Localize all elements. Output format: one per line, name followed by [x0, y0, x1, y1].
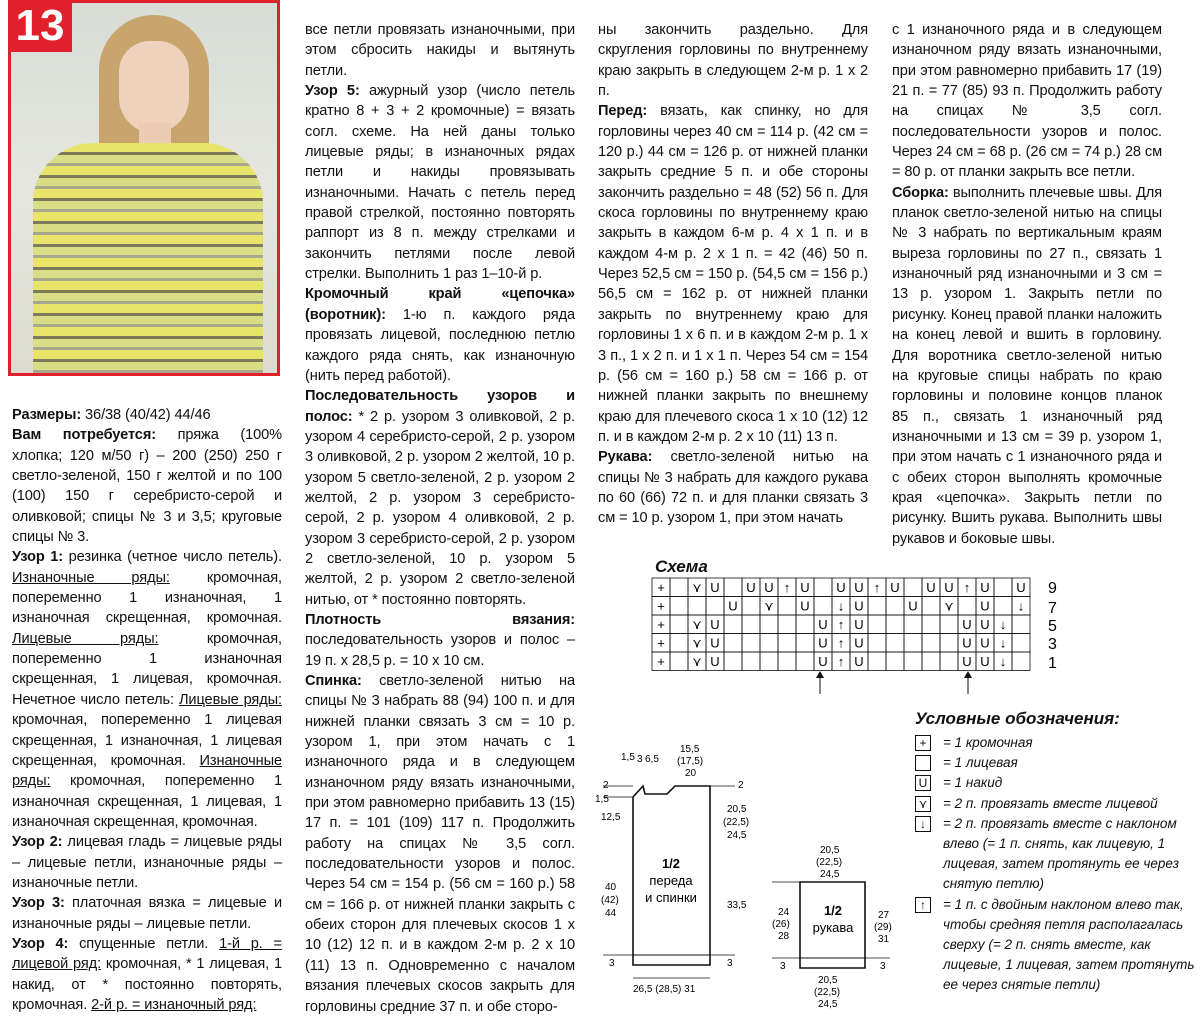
- photo-sweater: [33, 143, 263, 376]
- legend-text: = 1 кромочная: [943, 735, 1033, 750]
- schema-title: Схема: [655, 557, 708, 576]
- sleeve-label: рукава: [812, 920, 854, 935]
- dim-text: (29): [874, 922, 892, 933]
- legend: [915, 733, 1195, 996]
- chart-symbol: U: [1016, 580, 1026, 595]
- pattern2-text: лицевая гладь = лицевые ряды – лицевые петли, изнаночные ряды – изнаночные петли.: [12, 834, 282, 891]
- chart-symbol: U: [854, 654, 864, 669]
- chart-symbol: U: [854, 635, 864, 651]
- legend-item: [915, 753, 1195, 773]
- dim-text: 27: [878, 910, 890, 921]
- chart-symbol: ↑: [873, 580, 881, 595]
- model-photo: [8, 0, 280, 376]
- pattern1-odd-knit-text: кромочная, попеременно 1 лицевая скрещенная, 1 изнаночная, 1 лицевая скрещенная, кромочная.: [12, 712, 282, 769]
- density-label: Плотность вязания:: [305, 611, 575, 628]
- materials-text: пряжа (100% хлопка; 120 м/50 г) – 200 (250) 250 г светло-зеленой, 150 г желтой и по 100 (100) 150 г серебристо-серой и оливковой; спицы № 3 и 3,5; круговые спицы № 3.: [12, 427, 283, 546]
- chart-cell: [868, 652, 886, 671]
- chart-cell: [868, 615, 886, 634]
- sleeves-label: Рукава:: [598, 449, 653, 466]
- pattern4-continued: все петли провязать изнаночными, при этом сбросить накиды и вытянуть петли.: [305, 22, 575, 79]
- chart-symbol: ↑: [783, 580, 791, 595]
- body-label: 1/2: [661, 856, 681, 871]
- chart-symbol: +: [657, 598, 665, 614]
- chart-symbol: U: [746, 580, 756, 595]
- pattern1-odd-purl-text: кромочная, попеременно 1 изнаночная скрещенная, 1 лицевая, 1 изнаночная скрещенная, кромочная.: [12, 773, 282, 830]
- pattern4-text: спущенные петли.: [68, 935, 209, 952]
- yarn-over-icon: U: [915, 775, 931, 791]
- dim-text: 2: [738, 780, 744, 791]
- dim-text: 15,5: [680, 744, 700, 755]
- pattern1-purl-label: Изнаночные ряды:: [12, 569, 170, 586]
- text-column-1: [12, 405, 282, 1015]
- dim-text: 20,5: [727, 804, 747, 815]
- chart-cell: [724, 634, 742, 653]
- dim-text: 20,5: [820, 845, 840, 856]
- chart-cell: [670, 578, 688, 597]
- chart-symbol: ↑: [963, 580, 971, 595]
- chart-symbol: U: [836, 580, 846, 595]
- chart-symbol: U: [710, 654, 720, 669]
- chart-cell: [886, 597, 904, 616]
- edge-text: 1-ю п. каждого ряда провязать лицевой, последнюю петлю каждого ряда снять, как изнаночную (нить перед работой).: [305, 306, 575, 384]
- dim-text: 3: [727, 958, 733, 969]
- chart-symbol: ↑: [837, 617, 845, 632]
- chart-symbol: ↓: [1017, 598, 1025, 614]
- chart-symbol: U: [944, 580, 954, 595]
- dim-text: 12,5: [601, 812, 621, 823]
- chart-symbol: ⋎: [764, 598, 774, 614]
- chart-cell: [742, 597, 760, 616]
- dim-text: 1,5: [621, 752, 635, 763]
- chart-cell: [886, 634, 904, 653]
- assembly-text: выполнить плечевые швы. Для планок светло-зеленой нитью на спицы № 3 набрать по вертикальным краям выреза горловины по 27 п., связать 1 изнаночный ряд изнаночными и 3 см = 13 р. узором 1. Закрыть петли по рисунку. Конец правой планки наложить на конец левой и вшить в горловину. Для воротника светло-зеленой нитью на круговые спицы набрать по краю горловины и половине концов планок 85 п., связать 1 изнаночный ряд изнаночными и 13 см = 39 р. узором 1, при этом начать с 1 изнаночного ряда и с обеих сторон выполнять кромочные края «цепочка». Закрыть петли по рисунку. Вшить рукава. Выполнить швы рукавов и боковые швы.: [892, 184, 1162, 547]
- chart-cell: [796, 615, 814, 634]
- dim-text: (17,5): [677, 756, 704, 767]
- dim-text: 20: [685, 768, 697, 779]
- chart-cell: [940, 634, 958, 653]
- chart-symbol: U: [728, 598, 738, 614]
- edge-paragraph: [305, 284, 575, 386]
- sequence-text: * 2 р. узором 3 оливковой, 2 р. узором 4 серебристо-серой, 2 р. узором 3 оливковой, 2 р. узором 2 желтой, 10 р. узором 5 светло-зеленой, 2 р. узором 2 желтой, 2 р. узором 3 серебристо-серой, 2 р. узором 4 оливковой, 2 р. узором 3 серебристо-серой, 2 р. узором 2 светло-зеленой, 10 р. узором 5 желтой, 2 р. узором 2 светло-зеленой нитью, от * постоянно повторять.: [305, 408, 575, 608]
- sizes-label: Размеры:: [12, 407, 82, 423]
- chart-cell: [742, 615, 760, 634]
- chart-symbol: U: [710, 635, 720, 651]
- chart-cell: [904, 634, 922, 653]
- row-number-5: 5: [1048, 618, 1057, 635]
- row-number-7: 7: [1048, 600, 1057, 617]
- front-label: Перед:: [598, 103, 648, 120]
- plus-icon: +: [915, 735, 931, 751]
- chart-symbol: +: [657, 635, 665, 651]
- dim-text: (22,5): [814, 987, 841, 998]
- density-text: последовательность узоров и полос – 19 п. х 28,5 р. = 10 х 10 см.: [305, 632, 575, 669]
- chart-symbol: ⋎: [692, 635, 702, 651]
- chart-cell: [958, 597, 976, 616]
- chart-symbol: ↓: [999, 635, 1007, 651]
- legend-text: = 2 п. провязать вместе с наклоном влево (= 1 п. снять, как лицевую, 1 лицевая, затем протянуть ее через снятую петлю): [943, 815, 1179, 892]
- chart-symbol: U: [980, 598, 990, 614]
- chart-cell: [778, 615, 796, 634]
- chart-cell: [670, 597, 688, 616]
- pattern4-row1-label: 1-й р. = лицевой ряд:: [12, 935, 282, 973]
- body-pattern-diagram: [585, 740, 785, 1005]
- chart-cell: [706, 597, 724, 616]
- dim-text: (22,5): [723, 817, 750, 828]
- chart-cell: [670, 652, 688, 671]
- chart-symbol: U: [962, 654, 972, 669]
- legend-text: = 2 п. провязать вместе лицевой: [943, 795, 1158, 811]
- sleeves-continued: с 1 изнаночного ряда и в следующем изнаночном ряду вязать изнаночными, при этом равномерно прибавить 17 (19) 21 п. = 77 (85) 93 п. Продолжить работу на спицах № 3,5 согл. последовательности узоров и полос. Через 24 см = 68 р. (26 см = 74 р.) 28 см = 80 р. от планки закрыть все петли.: [892, 22, 1162, 181]
- chart-cell: [670, 615, 688, 634]
- chart-symbol: U: [818, 654, 828, 669]
- pattern1-knit-text: кромочная, попеременно 1 изнаночная скрещенная, 1 лицевая, кромочная. Нечетное число петель:: [12, 630, 282, 708]
- chart-symbol: U: [962, 617, 972, 632]
- repeat-arrows: [816, 671, 972, 694]
- chart-cell: [904, 615, 922, 634]
- dim-text: 6,5: [645, 754, 659, 765]
- legend-text: = 1 накид: [943, 775, 1003, 791]
- chart-symbol: ⋎: [692, 617, 702, 632]
- sleeve-pattern-diagram: [760, 840, 905, 1015]
- chart-symbol: ↑: [837, 635, 845, 651]
- chart-symbol: ⋎: [692, 580, 702, 595]
- legend-text: = 1 лицевая: [943, 755, 1018, 771]
- pattern4-row2-label: 2-й р. = изнаночный ряд:: [91, 996, 257, 1013]
- chart-symbol: U: [980, 617, 990, 632]
- chart-cell: [670, 634, 688, 653]
- pattern4-row1-text: кромочная, * 1 лицевая, 1 накид, от * постоянно повторять, кромочная.: [12, 956, 282, 1013]
- chart-symbol: U: [890, 580, 900, 595]
- chart-cell: [1012, 634, 1030, 653]
- dim-text: 28: [778, 931, 790, 942]
- chart-cell: [940, 652, 958, 671]
- text-column-2: [305, 20, 575, 1017]
- pattern3-paragraph: [12, 893, 282, 934]
- pattern3-label: Узор 3:: [12, 895, 65, 912]
- assembly-paragraph: [892, 183, 1162, 549]
- back-text: светло-зеленой нитью на спицы № 3 набрать 88 (94) 100 п. и для нижней планки связать 3 см = 10 р. узором 1, при этом начать с 1 изнаночного ряда и в следующем изнаночном ряду вязать изнаночными, при этом равномерно прибавить 13 (15) 17 п. = 101 (109) 117 п. Продолжить работу на спицах № 3,5 согл. последовательности узоров и полос. Через 54 см = 154 р. (56 см = 160 р.) 58 см = 166 р. от нижней планки закрыть с обеих сторон для плечевых скосов 1 х 10 (12) 12 п. и в каждом 2-м р. 2 х 10 (11) 13 п. Одновременно с началом вязания плечевых скосов закрыть для горловины средние 37 п. и обе сторо-: [305, 673, 575, 1015]
- chart-symbol: ↓: [999, 617, 1007, 632]
- chart-symbol: U: [818, 617, 828, 632]
- chart-symbol: U: [908, 598, 918, 614]
- sequence-label: Последовательность узоров и полос:: [305, 388, 575, 425]
- chart-cell: [1012, 652, 1030, 671]
- legend-item: [915, 733, 1195, 753]
- chart-symbol: +: [657, 617, 665, 632]
- dim-text: 40: [605, 882, 617, 893]
- double-decrease-icon: ↑: [915, 897, 931, 913]
- repeat-arrowhead-left: [816, 671, 824, 678]
- assembly-label: Сборка:: [892, 184, 949, 201]
- dim-text: 2: [603, 780, 609, 791]
- body-label: и спинки: [645, 890, 697, 905]
- chart-symbol: U: [926, 580, 936, 595]
- legend-item: [915, 794, 1195, 814]
- pattern1-purl-text: кромочная, попеременно 1 изнаночная, 1 изнаночная скрещенная, кромочная.: [12, 569, 282, 627]
- chart-cell: [904, 652, 922, 671]
- pattern4-label: Узор 4:: [12, 935, 69, 952]
- row-number-3: 3: [1048, 636, 1057, 653]
- pattern1-paragraph: [12, 547, 282, 832]
- chart-symbol: U: [980, 635, 990, 651]
- chart-cell: [994, 597, 1012, 616]
- dim-text: 26,5 (28,5) 31: [633, 984, 696, 995]
- dim-text: 3: [609, 958, 615, 969]
- chart-symbol: ⋎: [944, 598, 954, 614]
- chart-symbol: U: [980, 654, 990, 669]
- chart-symbol: U: [800, 580, 810, 595]
- chart-cell: [922, 634, 940, 653]
- empty-square-icon: [915, 755, 931, 771]
- pattern1-odd-knit-label: Лицевые ряды:: [178, 691, 282, 708]
- chart-cell: [796, 652, 814, 671]
- chart-symbol: ⋎: [692, 654, 702, 669]
- pattern4-paragraph: [12, 934, 282, 1015]
- dim-text: 3: [780, 961, 786, 972]
- sizes-paragraph: [12, 405, 282, 425]
- chart-cell: [814, 597, 832, 616]
- chart-cell: [886, 615, 904, 634]
- repeat-arrowhead-right: [964, 671, 972, 678]
- chart-symbol: U: [962, 635, 972, 651]
- pattern5-paragraph: [305, 81, 575, 284]
- legend-item: [915, 773, 1195, 793]
- dim-text: 33,5: [727, 900, 747, 911]
- photo-face: [119, 41, 189, 133]
- dim-text: 3: [637, 754, 643, 765]
- dim-text: 31: [878, 934, 890, 945]
- chart-grid: [652, 578, 1030, 671]
- chart-cell: [724, 578, 742, 597]
- chart-symbol: U: [710, 580, 720, 595]
- chart-cell: [796, 634, 814, 653]
- pattern3-text: платочная вязка = лицевые и изнаночные ряды – лицевые петли.: [12, 895, 282, 932]
- chart-symbol: U: [854, 580, 864, 595]
- dim-text: (22,5): [816, 857, 843, 868]
- chart-symbol: +: [657, 580, 665, 595]
- chart-symbol: U: [854, 598, 864, 614]
- dim-text: 3: [880, 961, 886, 972]
- chart-cell: [868, 597, 886, 616]
- pattern1-knit-label: Лицевые ряды:: [12, 630, 159, 647]
- chart-symbol: ↓: [999, 654, 1007, 669]
- sleeves-text: светло-зеленой нитью на спицы № 3 набрать для каждого рукава по 60 (66) 72 п. и для планки связать 3 см = 10 р. узором 1, при этом начать: [598, 449, 868, 527]
- chart-symbol: U: [818, 635, 828, 651]
- sleeves-paragraph: [598, 447, 868, 528]
- chart-symbol: ↑: [837, 654, 845, 669]
- dim-text: 24,5: [818, 999, 838, 1010]
- k2tog-icon: ⋎: [915, 796, 931, 812]
- front-text: вязать, как спинку, но для горловины через 40 см = 114 р. (42 см = 120 р.) 44 см = 126 р. от нижней планки закрыть средние 5 п. и обе стороны закончить раздельно = 48 (52) 56 п. Для скоса горловины по внутреннему краю закрыть в каждом 6-м р. 4 х 1 п. и в каждом 4-м р. 2 х 1 п. = 42 (46) 50 п. Через 52,5 см = 150 р. (54,5 см = 156 р.) 56,5 см = 162 р. от нижней планки закрыть по внутреннему краю для горловины 1 х 6 п. и в каждом 2-м р. 1 х 3 п., 1 х 2 п. и 1 х 1 п. Через 54 см = 154 р. (56 см = 160 р.) 58 см = 166 р. от нижней планки закрыть по внешнему краю для плечевого скоса 1 х 10 (12) 12 п. и в каждом 2-м р. 2 х 10 (11) 13 п.: [598, 103, 868, 445]
- sizes-text: 36/38 (40/42) 44/46: [81, 407, 211, 423]
- dim-text: 44: [605, 908, 617, 919]
- chart-cell: [922, 652, 940, 671]
- dim-text: 24,5: [727, 830, 747, 841]
- legend-text: = 1 п. с двойным наклоном влево так, чтобы средняя петля располагалась сверху (= 2 п. снять вместе, как лицевые, 1 лицевая, затем протянуть ее через снятые петли): [943, 896, 1195, 993]
- knitting-chart: [650, 576, 1070, 696]
- pattern1-odd-purl-label: Изнаночные ряды:: [12, 752, 282, 790]
- chart-cell: [742, 652, 760, 671]
- chart-cell: [760, 634, 778, 653]
- back-continued: ны закончить раздельно. Для скругления горловины по внутреннему краю закрыть в следующем 2-м р. 1 х 2 п.: [598, 22, 868, 100]
- pattern5-label: Узор 5:: [305, 83, 360, 100]
- row-number-1: 1: [1048, 655, 1057, 672]
- chart-symbol: U: [764, 580, 774, 595]
- dim-text: 1,5: [595, 794, 609, 805]
- row-number-9: 9: [1048, 580, 1057, 597]
- text-column-3: [598, 20, 868, 529]
- chart-cell: [724, 615, 742, 634]
- chart-cell: [904, 578, 922, 597]
- legend-title: Условные обозначения:: [915, 709, 1120, 728]
- pattern-number-badge: 13: [8, 0, 72, 52]
- chart-cell: [814, 578, 832, 597]
- chart-cell: [760, 615, 778, 634]
- front-paragraph: [598, 101, 868, 447]
- pattern1-label: Узор 1:: [12, 549, 64, 566]
- body-label: переда: [649, 873, 693, 888]
- chart-cell: [760, 652, 778, 671]
- chart-cell: [778, 597, 796, 616]
- pattern2-label: Узор 2:: [12, 834, 63, 851]
- density-paragraph: [305, 610, 575, 671]
- pattern2-paragraph: [12, 832, 282, 893]
- chart-symbol: U: [710, 617, 720, 632]
- chart-cell: [778, 652, 796, 671]
- chart-row-numbers: [1048, 580, 1057, 672]
- materials-label: Вам потребуется:: [12, 427, 157, 444]
- dim-text: 24,5: [820, 869, 840, 880]
- chart-cell: [886, 652, 904, 671]
- chart-symbol: +: [657, 654, 665, 669]
- pattern5-text: ажурный узор (число петель кратно 8 + 3 + 2 кромочные) = вязать согл. схеме. На ней даны только лицевые ряды; в изнаночных рядах петли и накиды провязывать изнаночными. Начать с петель перед правой стрелкой, постоянно повторять раппорт из 8 п. между стрелками и закончить петлями после левой стрелки. Выполнить 1 раз 1–10-й р.: [305, 83, 575, 283]
- chart-symbol: U: [854, 617, 864, 632]
- sequence-paragraph: [305, 386, 575, 610]
- sleeve-label: 1/2: [823, 903, 843, 918]
- legend-item: [915, 814, 1195, 895]
- chart-cell: [868, 634, 886, 653]
- pattern1-text: резинка (четное число петель).: [63, 549, 282, 566]
- chart-symbol: U: [800, 598, 810, 614]
- chart-cell: [742, 634, 760, 653]
- legend-item: [915, 895, 1195, 996]
- chart-cell: [724, 652, 742, 671]
- edge-label: Кромочный край «цепочка» (воротник):: [305, 286, 575, 323]
- ssk-icon: ↓: [915, 816, 931, 832]
- dim-text: 20,5: [818, 975, 838, 986]
- chart-cell: [922, 597, 940, 616]
- materials-paragraph: [12, 425, 282, 547]
- chart-cell: [994, 578, 1012, 597]
- chart-cell: [940, 615, 958, 634]
- chart-cell: [778, 634, 796, 653]
- chart-cell: [1012, 615, 1030, 634]
- dim-text: 24: [778, 907, 790, 918]
- chart-symbol: U: [980, 580, 990, 595]
- chart-cell: [688, 597, 706, 616]
- text-column-4: [892, 20, 1162, 549]
- dim-text: (42): [601, 895, 619, 906]
- back-paragraph: [305, 671, 575, 1017]
- back-label: Спинка:: [305, 673, 362, 689]
- chart-symbol: ↓: [837, 598, 845, 614]
- chart-cell: [922, 615, 940, 634]
- dim-text: (26): [772, 919, 790, 930]
